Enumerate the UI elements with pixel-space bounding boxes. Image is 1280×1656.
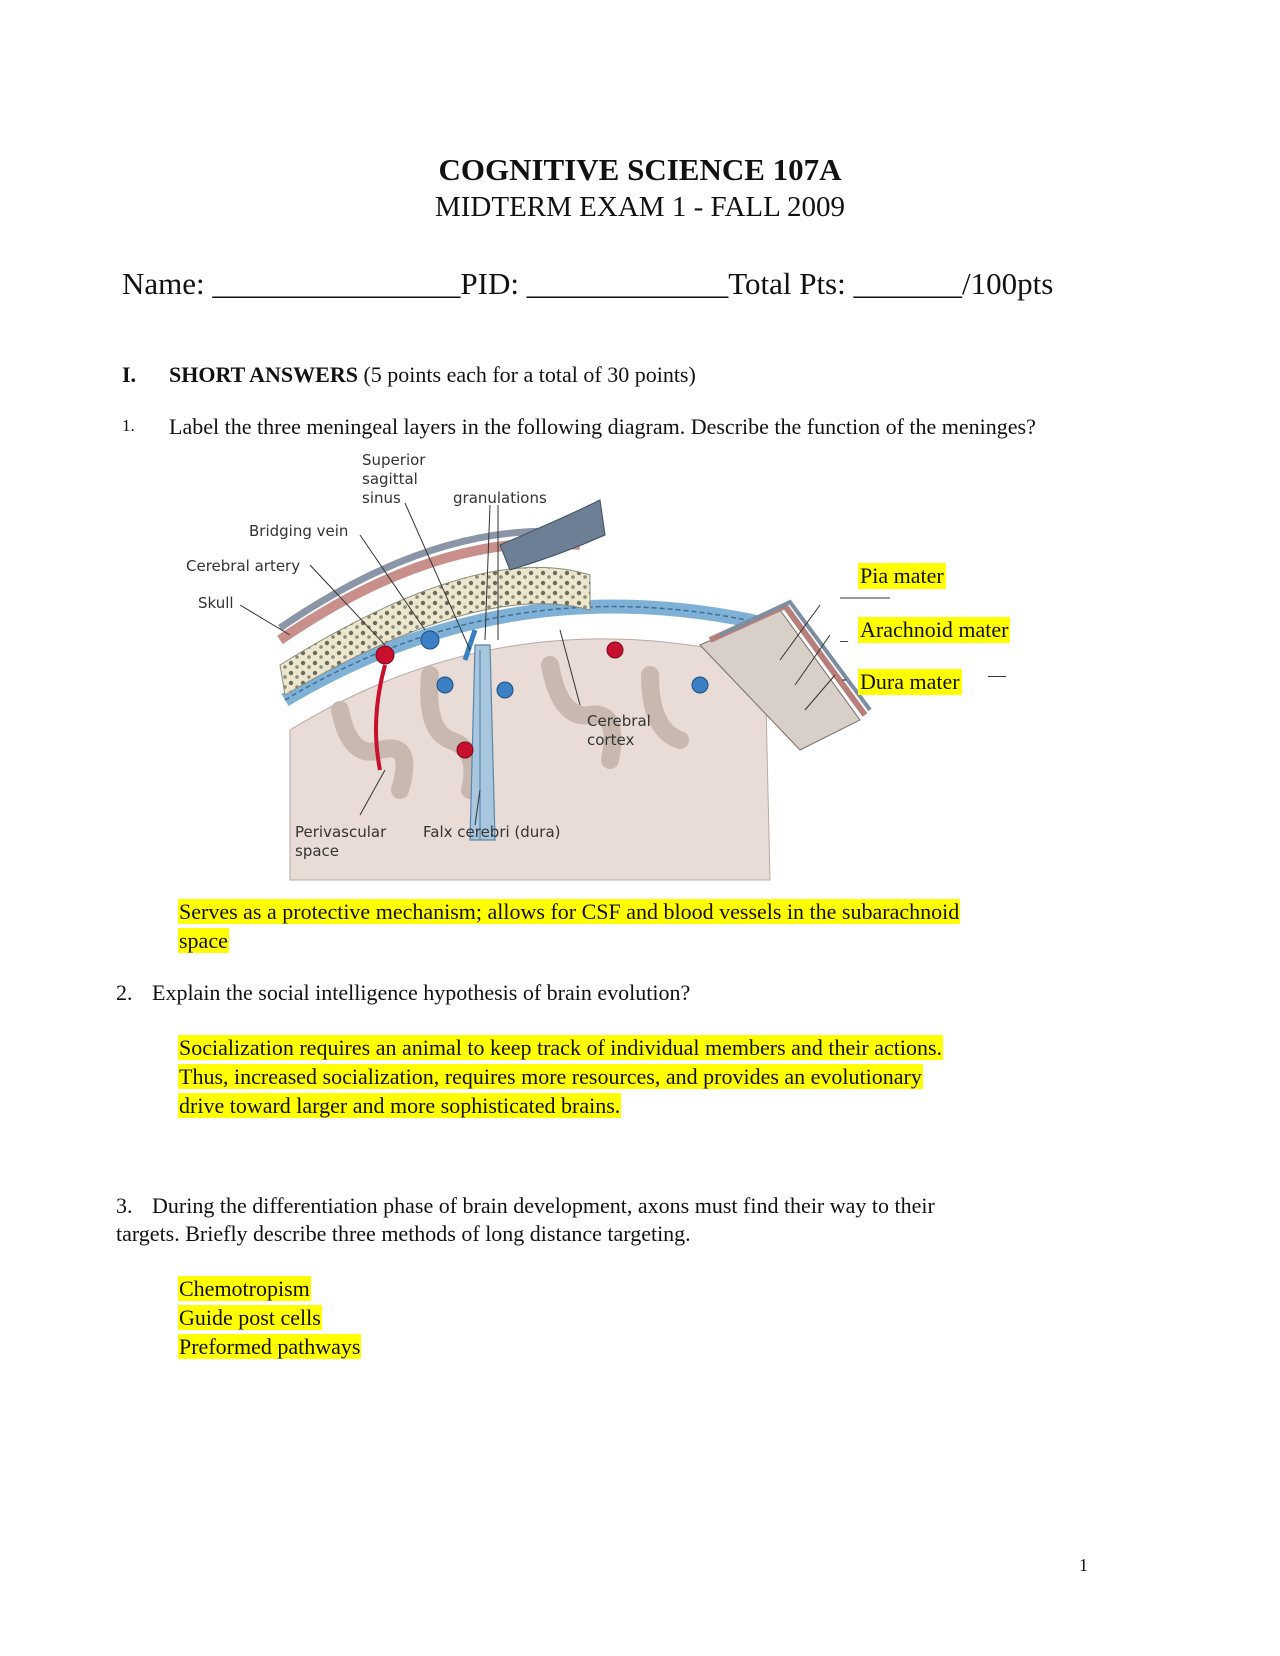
exam-title: MIDTERM EXAM 1 - FALL 2009 [434, 191, 845, 223]
question-2-text: Explain the social intelligence hypothesis of brain evolution? [152, 980, 691, 1005]
label-bridging-vein: Bridging vein [249, 522, 349, 540]
falx-cerebri [470, 645, 495, 840]
section-title: SHORT ANSWERS [169, 362, 358, 387]
dash-mark: _ [840, 627, 848, 644]
dash-mark-2: - [842, 672, 847, 687]
section-heading [169, 362, 696, 388]
question-3-line2: targets. Briefly describe three methods of long distance targeting. [116, 1221, 691, 1246]
label-superior-line2: sagittal [362, 470, 418, 488]
answer-1-line1: Serves as a protective mechanism; allows for CSF and blood vessels in the subarachnoid [179, 899, 960, 924]
answer-2 [178, 1033, 943, 1120]
question-3-line1: During the differentiation phase of brain development, axons must find their way to their [152, 1193, 935, 1218]
student-id-line: Name: ________________PID: _____________Total Pts: _______/100pts [122, 266, 1054, 301]
answer-1 [178, 897, 960, 955]
label-perivascular [295, 823, 386, 861]
answer-3 [178, 1274, 361, 1361]
answer-3-line3: Preformed pathways [179, 1334, 361, 1359]
label-cerebral-cortex [587, 712, 651, 750]
label-cortex-line2: cortex [587, 731, 635, 749]
label-superior-sinus [362, 451, 425, 508]
answer-arachnoid-mater: Arachnoid mater [860, 617, 1009, 642]
answer-3-line1: Chemotropism [179, 1276, 310, 1301]
answer-pia-mater: Pia mater [860, 563, 944, 588]
section-note: (5 points each for a total of 30 points) [357, 362, 696, 387]
label-superior-line1: Superior [362, 451, 426, 469]
answer-2-line2: Thus, increased socialization, requires more resources, and provides an evolutionary [179, 1064, 922, 1089]
label-perivascular-line2: space [295, 842, 340, 860]
question-1-number: 1. [122, 416, 135, 435]
answer-dura-mater: Dura mater [860, 669, 960, 694]
label-granulations: granulations [453, 489, 547, 507]
label-falx: Falx cerebri (dura) [423, 823, 561, 841]
question-2-number: 2. [116, 980, 133, 1005]
answer-2-line3: drive toward larger and more sophisticated brains. [179, 1093, 621, 1118]
section-numeral: I. [122, 362, 137, 387]
label-superior-line3: sinus [362, 489, 401, 507]
page-number: 1 [1079, 1555, 1088, 1575]
answer-3-line2: Guide post cells [179, 1305, 321, 1330]
label-perivascular-line1: Perivascular [295, 823, 387, 841]
label-skull: Skull [198, 594, 234, 612]
answer-1-line2: space [179, 928, 228, 953]
question-1-text: Label the three meningeal layers in the following diagram. Describe the function of the meninges? [169, 414, 1036, 439]
label-cerebral-artery: Cerebral artery [186, 557, 301, 575]
question-3-number: 3. [116, 1193, 133, 1218]
label-cortex-line1: Cerebral [587, 712, 651, 730]
answer-2-line1: Socialization requires an animal to keep track of individual members and their actions. [179, 1035, 943, 1060]
course-title: COGNITIVE SCIENCE 107A [438, 152, 842, 187]
dura-leader [988, 676, 1006, 677]
